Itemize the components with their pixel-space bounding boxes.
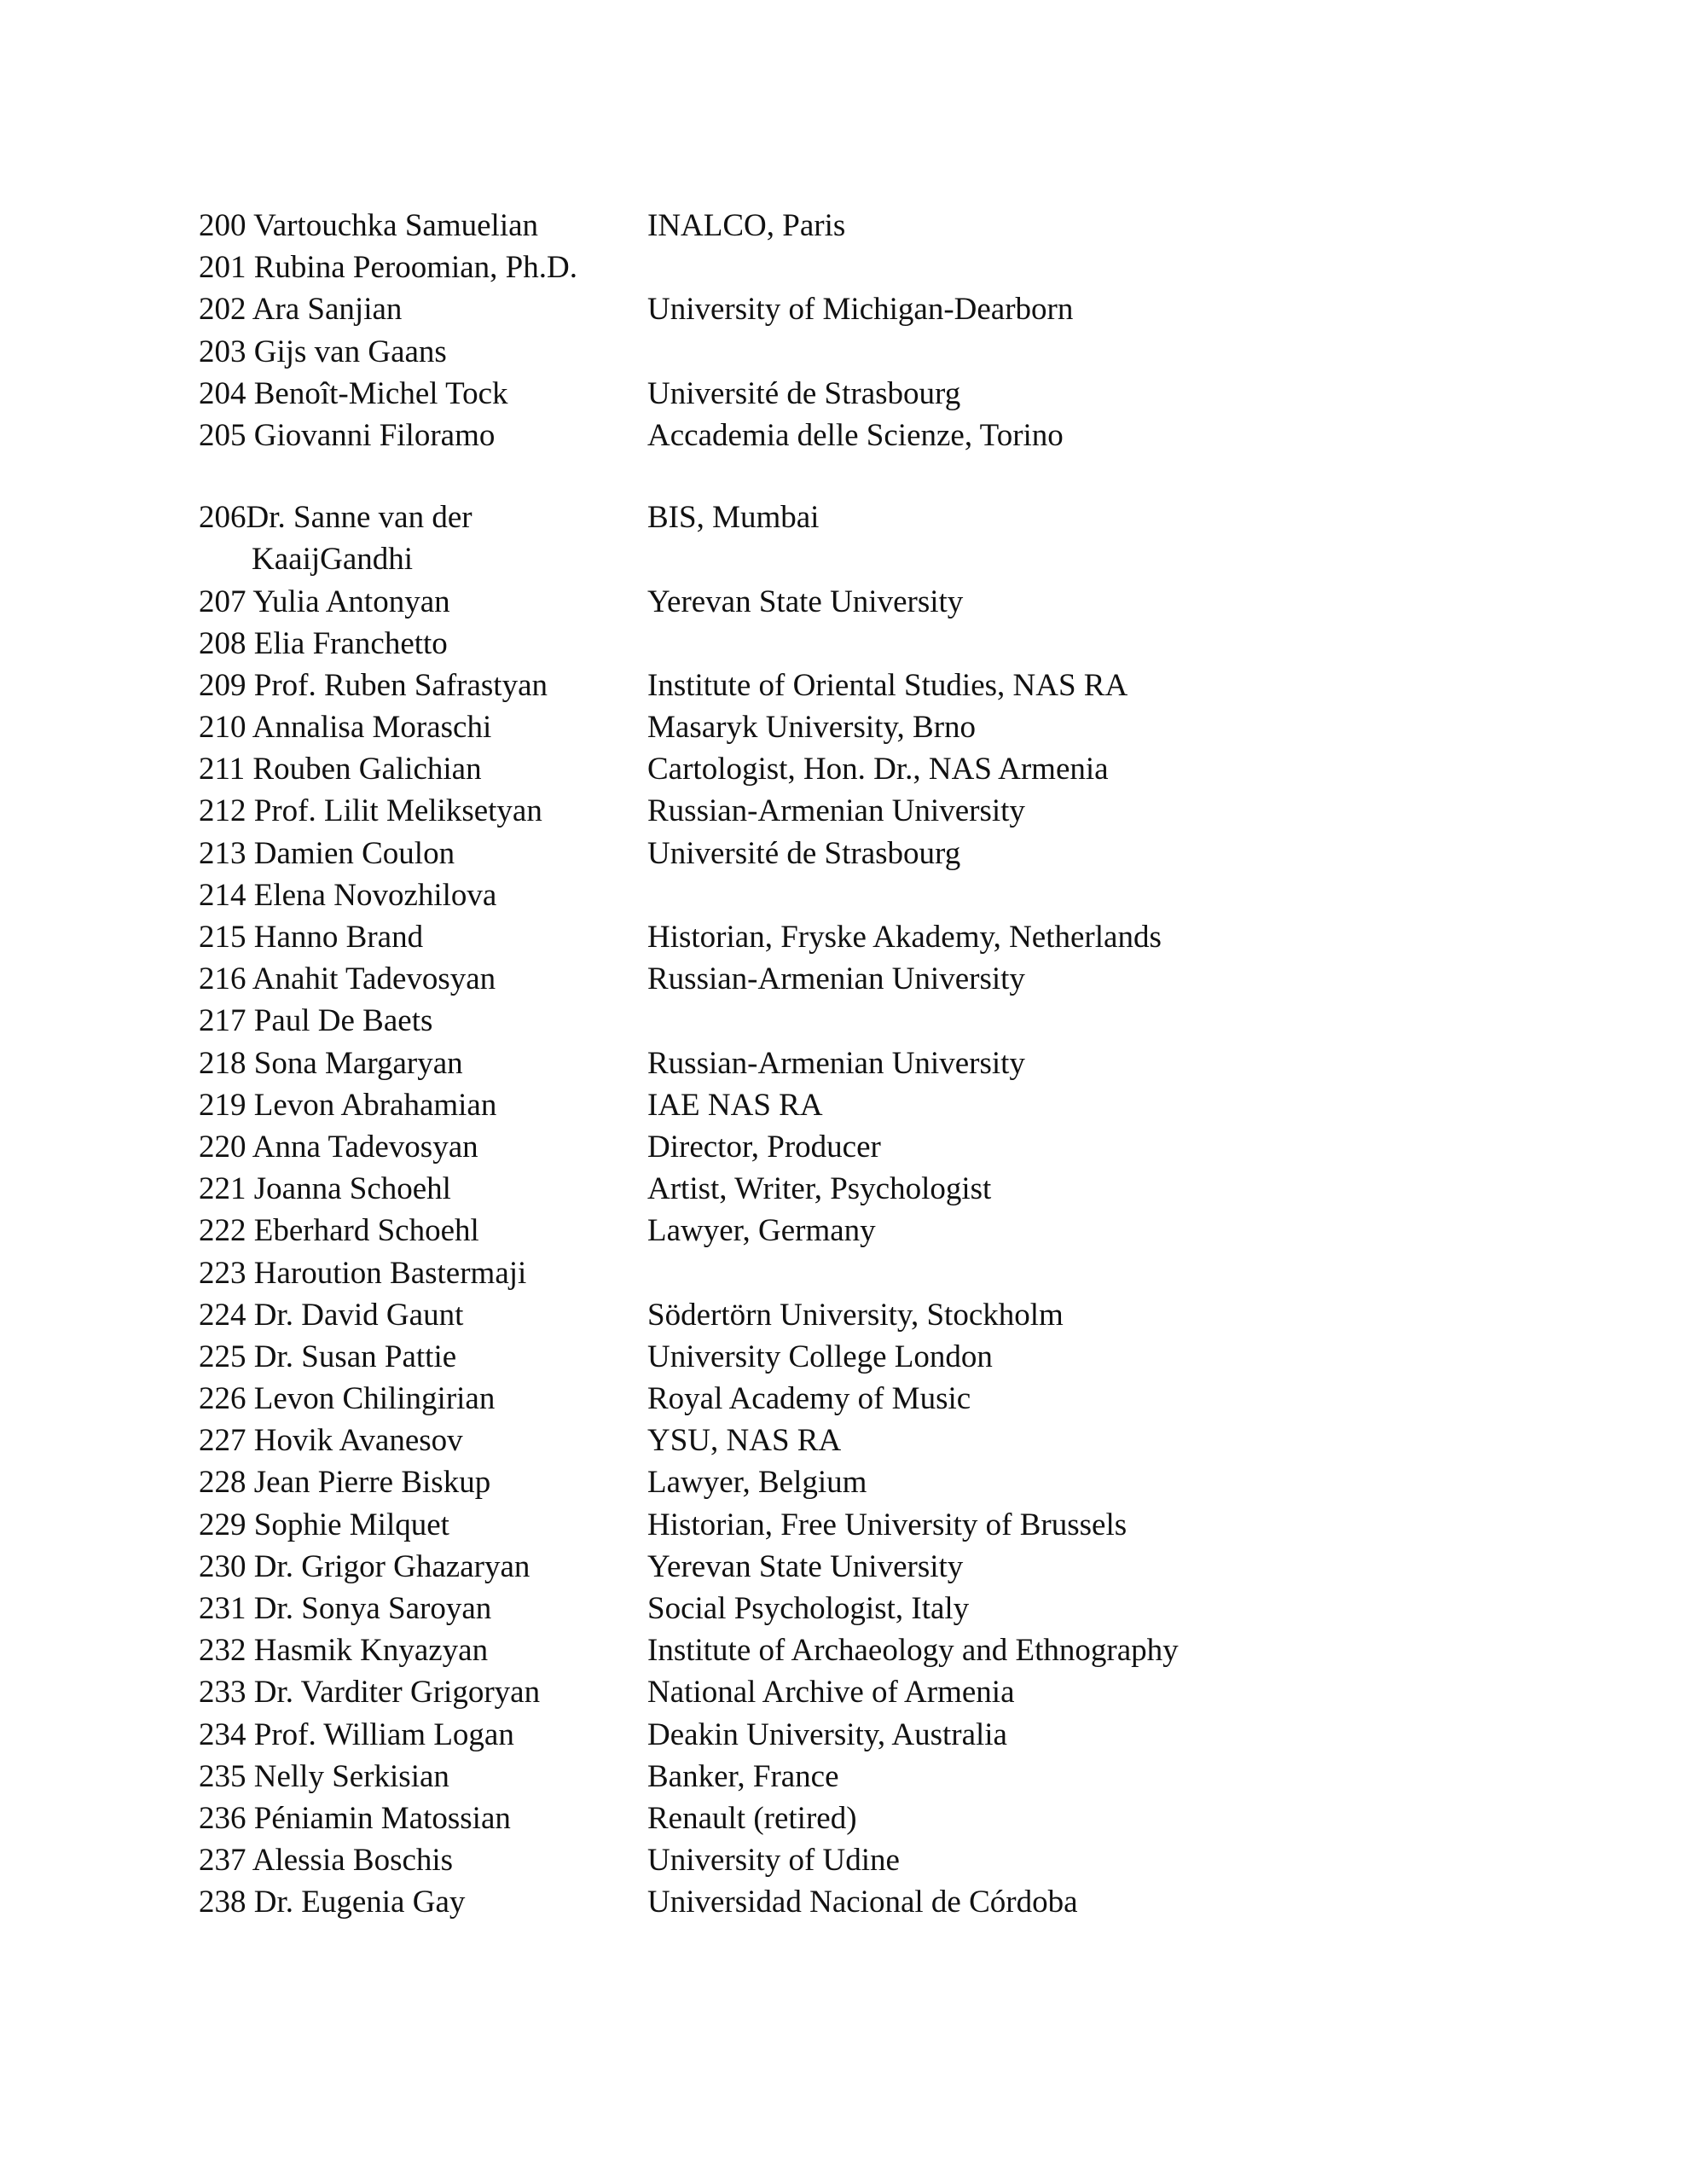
signatory-name [199,958,642,1000]
signatory-name [199,1252,642,1294]
signatory-affiliation: Russian-Armenian University [647,961,1025,997]
signatory-name-text: Levon Abrahamian [253,1087,497,1123]
signatory-number: 222 [199,1213,246,1249]
signatory-affiliation: Artist, Writer, Psychologist [647,1171,992,1207]
signatory-row [199,331,1529,373]
signatory-name [199,623,642,665]
signatory-name-text: Dr. Susan Pattie [253,1339,457,1374]
signatory-name-line [199,1839,642,1881]
signatory-affiliation: Social Psychologist, Italy [647,1591,970,1627]
signatory-name-text: Péniamin Matossian [253,1800,511,1836]
signatory-number: 236 [199,1800,246,1836]
signatory-name [199,1798,642,1839]
signatory-name-text: Hanno Brand [253,920,424,956]
signatory-number: 203 [199,334,246,369]
signatory-name [199,790,642,832]
signatory-number: 237 [199,1843,246,1879]
signatory-number: 217 [199,1003,246,1039]
signatory-name-text: Dr. Varditer Grigoryan [253,1675,541,1711]
signatory-row [199,1168,1529,1210]
signatory-name-text: Gijs van Gaans [253,334,447,369]
signatory-name-text: Eberhard Schoehl [253,1213,479,1249]
signatory-affiliation: Yerevan State University [647,584,964,619]
signatory-name-line [199,1546,642,1588]
signatory-name [199,665,642,706]
signatory-row [199,581,1529,623]
signatory-name-line [199,790,642,832]
signatory-affiliation: Institute of Archaeology and Ethnography [647,1633,1179,1669]
signatory-affiliation: Université de Strasbourg [647,375,961,411]
signatory-name-line [199,1043,642,1084]
signatory-name-line [199,748,642,790]
signatory-row [199,833,1529,874]
signatory-affiliation: Director, Producer [647,1129,881,1165]
signatory-affiliation: Historian, Free University of Brussels [647,1507,1128,1542]
signatory-name [199,874,642,916]
signatory-number: 218 [199,1045,246,1081]
signatory-affiliation: University College London [647,1339,993,1374]
signatory-name [199,415,642,456]
signatory-row [199,665,1529,706]
signatory-name [199,247,642,288]
signatory-name-line [199,1252,642,1294]
signatory-row [199,1336,1529,1378]
signatory-list [199,205,1529,1924]
signatory-name-text: Prof. Ruben Safrastyan [253,667,548,703]
signatory-name-text: Paul De Baets [253,1003,433,1039]
signatory-row [199,373,1529,415]
signatory-name-line [199,1210,642,1252]
signatory-number: 226 [199,1381,246,1417]
signatory-name-line [199,1000,642,1042]
signatory-name-text: Anna Tadevosyan [252,1129,478,1165]
signatory-name-line [199,415,642,456]
signatory-name-text: Sophie Milquet [253,1507,449,1542]
signatory-number: 234 [199,1716,246,1752]
signatory-name-text: Vartouchka Samuelian [253,208,539,243]
signatory-number: 227 [199,1423,246,1459]
signatory-affiliation: Royal Academy of Music [647,1381,971,1417]
signatory-name-text: Annalisa Moraschi [252,710,492,746]
signatory-name-text: Hasmik Knyazyan [253,1633,489,1669]
signatory-name-text: Yulia Antonyan [252,584,450,619]
signatory-number: 223 [199,1255,246,1291]
signatory-number: 231 [199,1591,246,1627]
signatory-name-text: Haroution Bastermaji [253,1255,527,1291]
signatory-name-text: Alessia Boschis [252,1843,454,1879]
signatory-name-line [199,1084,642,1126]
signatory-name-line [199,247,642,288]
signatory-name-text: Prof. William Logan [253,1716,514,1752]
signatory-name [199,1629,642,1671]
signatory-name [199,1461,642,1503]
signatory-row [199,415,1529,456]
signatory-affiliation: Lawyer, Germany [647,1213,876,1249]
signatory-row [199,1881,1529,1923]
signatory-affiliation: INALCO, Paris [647,208,846,243]
signatory-affiliation: Russian-Armenian University [647,793,1025,829]
signatory-row [199,1839,1529,1881]
signatory-number: 219 [199,1087,246,1123]
signatory-number: 238 [199,1885,246,1920]
signatory-name-text: Jean Pierre Biskup [253,1465,491,1501]
signatory-name-text: Rubina Peroomian, Ph.D. [253,250,577,286]
signatory-name-text: Hovik Avanesov [253,1423,463,1459]
signatory-name-text: Sona Margaryan [253,1045,463,1081]
signatory-affiliation: Accademia delle Scienze, Torino [647,417,1064,453]
signatory-name-line [199,1168,642,1210]
signatory-name-line [199,833,642,874]
signatory-number: 211 [199,752,246,787]
signatory-affiliation: University of Michigan-Dearborn [647,292,1074,328]
signatory-name-line [199,1336,642,1378]
signatory-name [199,833,642,874]
signatory-row [199,874,1529,916]
signatory-row [199,1378,1529,1420]
signatory-row [199,1798,1529,1839]
signatory-name-line [199,1714,642,1756]
signatory-name [199,916,642,958]
signatory-affiliation: University of Udine [647,1843,900,1879]
signatory-row [199,1126,1529,1168]
signatory-number: 225 [199,1339,246,1374]
signatory-name-text: Damien Coulon [253,835,455,871]
signatory-row [199,1461,1529,1503]
signatory-affiliation: Södertörn University, Stockholm [647,1297,1064,1333]
signatory-affiliation: Lawyer, Belgium [647,1465,867,1501]
signatory-affiliation: Cartologist, Hon. Dr., NAS Armenia [647,752,1109,787]
signatory-affiliation: Deakin University, Australia [647,1716,1007,1752]
signatory-row [199,1714,1529,1756]
signatory-row [199,706,1529,748]
signatory-name [199,1000,642,1042]
signatory-name-line [199,665,642,706]
signatory-number: 230 [199,1548,246,1584]
signatory-name [199,706,642,748]
signatory-number: 208 [199,625,246,661]
signatory-name-line [199,1461,642,1503]
signatory-name [199,1420,642,1461]
signatory-row [199,247,1529,288]
signatory-name [199,1168,642,1210]
signatory-name-text: Elia Franchetto [253,625,448,661]
signatory-number: 235 [199,1758,246,1794]
signatory-number: 220 [199,1129,246,1165]
signatory-name-text: Anahit Tadevosyan [252,961,496,997]
signatory-name-line [199,1798,642,1839]
signatory-affiliation: Universidad Nacional de Córdoba [647,1885,1078,1920]
signatory-number: 224 [199,1297,246,1333]
signatory-name [199,1588,642,1629]
signatory-row [199,1588,1529,1629]
signatory-name [199,748,642,790]
signatory-number: 202 [199,292,246,328]
signatory-name-line [199,1588,642,1629]
signatory-name [199,1126,642,1168]
signatory-name-line [199,331,642,373]
signatory-row [199,1210,1529,1252]
signatory-name-line: KaaijGandhi [252,542,414,578]
signatory-name [199,1378,642,1420]
signatory-row [199,748,1529,790]
signatory-name [199,1881,642,1923]
signatory-number: 204 [199,375,246,411]
signatory-affiliation: Russian-Armenian University [647,1045,1025,1081]
signatory-name-text: Nelly Serkisian [253,1758,449,1794]
signatory-row [199,1546,1529,1588]
signatory-affiliation: Yerevan State University [647,1548,964,1584]
signatory-name-line [199,1671,642,1713]
signatory-number: 213 [199,835,246,871]
signatory-name [199,1336,642,1378]
signatory-row [199,1000,1529,1042]
signatory-number: 205 [199,417,246,453]
signatory-row [199,1504,1529,1546]
signatory-row [199,1420,1529,1461]
signatory-row [199,1084,1529,1126]
signatory-name [199,205,642,247]
signatory-affiliation: Historian, Fryske Akademy, Netherlands [647,920,1162,956]
signatory-number: 232 [199,1633,246,1669]
signatory-row [199,205,1529,247]
signatory-name [199,1504,642,1546]
signatory-name [199,331,642,373]
signatory-number: 216 [199,961,246,997]
signatory-affiliation: Masaryk University, Brno [647,710,977,746]
signatory-name-line [199,205,642,247]
signatory-row [199,916,1529,958]
signatory-name-text: Dr. Grigor Ghazaryan [253,1548,530,1584]
signatory-affiliation: BIS, Mumbai [647,500,820,536]
signatory-affiliation: Renault (retired) [647,1800,857,1836]
signatory-name [199,1043,642,1084]
signatory-row [199,623,1529,665]
signatory-name-text: Joanna Schoehl [253,1171,451,1207]
signatory-name-line [199,623,642,665]
signatory-name-line [199,874,642,916]
signatory-name-text: Rouben Galichian [252,752,482,787]
signatory-affiliation: IAE NAS RA [647,1087,823,1123]
signatory-row [199,288,1529,330]
signatory-name [199,1839,642,1881]
signatory-affiliation: Institute of Oriental Studies, NAS RA [647,667,1128,703]
signatory-number: 210 [199,710,246,746]
signatory-number: 214 [199,877,246,913]
signatory-affiliation: YSU, NAS RA [647,1423,842,1459]
signatory-affiliation: Université de Strasbourg [647,835,961,871]
signatory-name-line [199,1629,642,1671]
signatory-name-line [199,706,642,748]
signatory-affiliation: National Archive of Armenia [647,1675,1015,1711]
signatory-name-text: Dr. David Gaunt [253,1297,464,1333]
signatory-number: 212 [199,793,246,829]
signatory-name-line [199,1420,642,1461]
signatory-name [199,1084,642,1126]
signatory-row [199,958,1529,1000]
signatory-name-line [199,1378,642,1420]
signatory-name-text: Giovanni Filoramo [253,417,496,453]
signatory-name-line [199,373,642,415]
signatory-affiliation: Banker, France [647,1758,839,1794]
signatory-name-text: Ara Sanjian [252,292,403,328]
signatory-number: 200 [199,208,246,243]
signatory-name-text: Levon Chilingirian [253,1381,496,1417]
signatory-name-text: Prof. Lilit Meliksetyan [253,793,542,829]
signatory-name [199,1546,642,1588]
signatory-name-text: Dr. Sonya Saroyan [253,1591,492,1627]
signatory-name [199,373,642,415]
signatory-number: 215 [199,920,246,956]
signatory-number: 209 [199,667,246,703]
signatory-number: 207 [199,584,246,619]
signatory-row [199,1043,1529,1084]
signatory-name-line [199,581,642,623]
signatory-number: 233 [199,1675,246,1711]
signatory-row [199,497,1529,580]
signatory-row [199,1629,1529,1671]
signatory-row [199,790,1529,832]
signatory-name [199,1671,642,1713]
signatory-name [199,1756,642,1798]
signatory-name-line [199,1294,642,1336]
signatory-name-line: 206Dr. Sanne van der [199,500,472,536]
signatory-row [199,1252,1529,1294]
signatory-name-text: Elena Novozhilova [253,877,497,913]
signatory-name-line [199,958,642,1000]
signatory-name-line [199,1756,642,1798]
signatory-name [199,497,642,580]
signatory-name [199,288,642,330]
signatory-number: 229 [199,1507,246,1542]
signatory-name [199,1210,642,1252]
signatory-name-line [199,1881,642,1923]
signatory-row [199,1671,1529,1713]
signatory-name [199,581,642,623]
signatory-name-line [199,1126,642,1168]
signatory-name-text: Dr. Eugenia Gay [253,1885,466,1920]
signatory-number: 201 [199,250,246,286]
signatory-name [199,1714,642,1756]
signatory-name [199,1294,642,1336]
signatory-name-line [199,916,642,958]
signatory-row [199,1756,1529,1798]
signatory-name-line [199,1504,642,1546]
signatory-name-text: Benoît-Michel Tock [253,375,508,411]
signatory-number: 228 [199,1465,246,1501]
signatory-name-line [199,288,642,330]
signatory-row [199,1294,1529,1336]
signatory-number: 221 [199,1171,246,1207]
